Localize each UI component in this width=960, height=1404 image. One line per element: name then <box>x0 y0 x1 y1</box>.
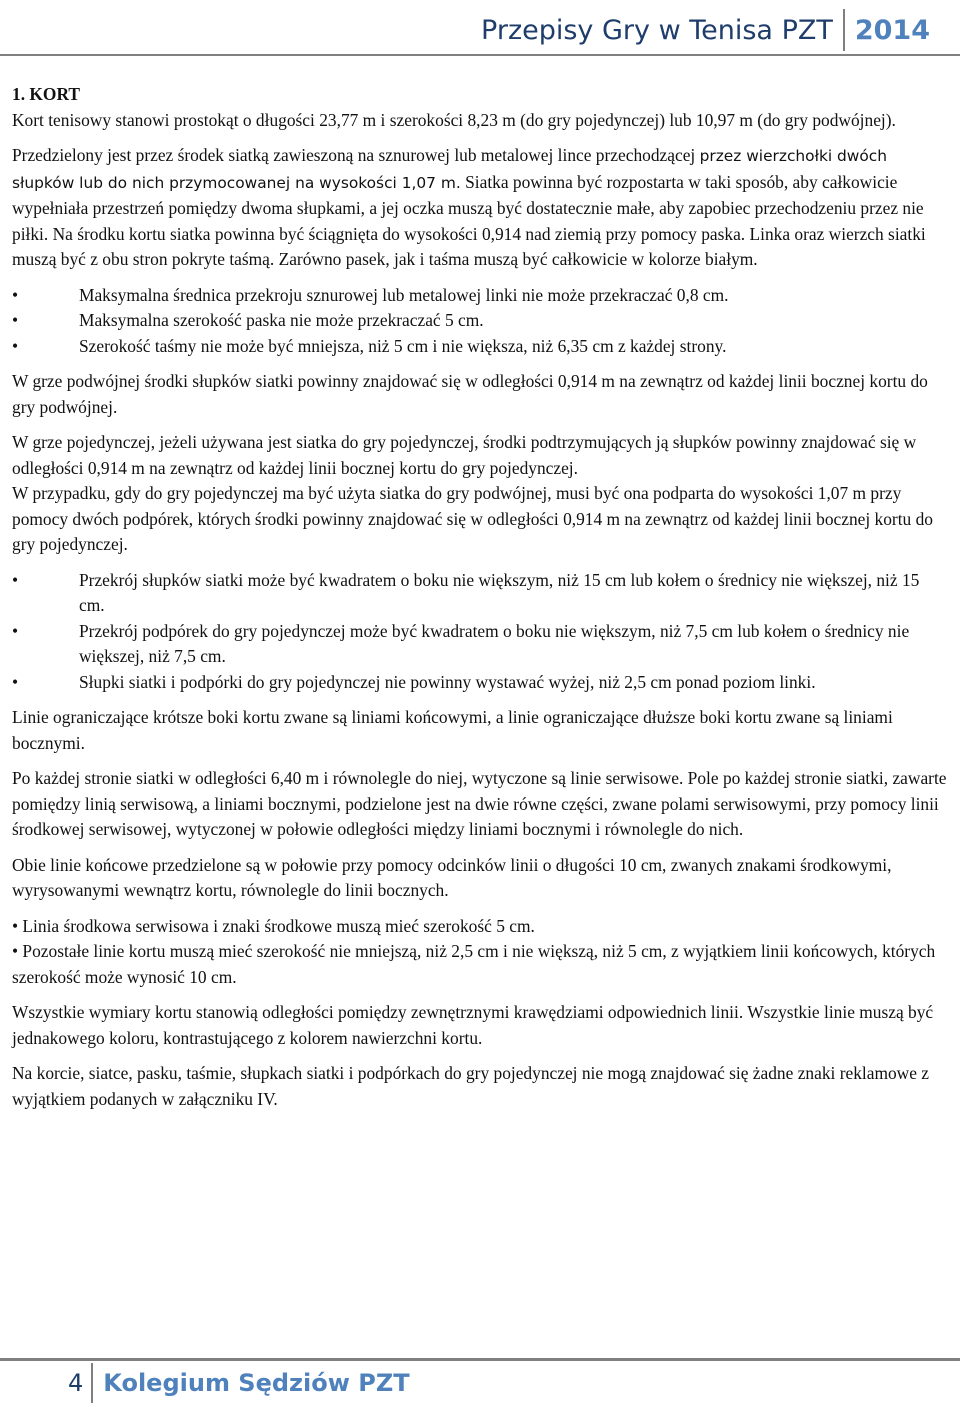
list-item: • Słupki siatki i podpórki do gry pojedynczej nie powinny wystawać wyżej, niż 2,5 cm ponad poziom linki. <box>12 670 947 696</box>
bullet-icon: • <box>12 620 19 641</box>
page-footer <box>68 1362 410 1404</box>
bullet-icon: • <box>12 310 19 330</box>
header-rule <box>0 54 960 56</box>
paragraph-line-width-1: • Linia środkowa serwisowa i znaki środkowe muszą mieć szerokość 5 cm. <box>12 915 535 936</box>
bullet-icon: • <box>12 671 19 692</box>
paragraph-advertising: Na korcie, siatce, pasku, taśmie, słupkach siatki i podpórkach do gry pojedynczej nie mogą znajdować się żadne znaki reklamowe z wyjątkiem podanych w załączniku IV. <box>12 1063 930 1109</box>
paragraph-net-part3: Siatka powinna być rozpostarta w taki sposób, aby całkowicie wypełniała przestrzeń pomiędzy dwoma słupkami, a jej oczka muszą być dostatecznie małe, aby zapobiec przechodzeniu przez nie piłki. Na środku kortu siatka powinna być ściągnięta do wysokości 0,914 nad ziemią przy pomocy paska. Linka oraz wierzch siatki muszą być z obu stron pokryte taśmą. Zarówno pasek, jak i taśma muszą być całkowicie w kolorze białym. <box>12 171 926 269</box>
paragraph-doubles-posts: W grze podwójnej środki słupków siatki powinny znajdować się w odległości 0,914 m na zewnątrz od każdej linii bocznej kortu do gry podwójnej. <box>12 371 928 417</box>
page-content <box>12 82 947 1112</box>
net-specs-list <box>12 283 947 360</box>
paragraph-net-part2: przez wierzchołki dwóch słupków lub do nich przymocowanej na wysokości 1,07 m. <box>12 147 888 192</box>
list-item: • Przekrój słupków siatki może być kwadratem o boku nie większym, niż 15 cm lub kołem o średnicy nie większej, niż 15 cm. <box>12 569 920 615</box>
paragraph-measurements: Wszystkie wymiary kortu stanowią odległości pomiędzy zewnętrznymi krawędziami odpowiednich linii. Wszystkie linie muszą być jednakowego koloru, kontrastującego z kolorem nawierzchni kortu. <box>12 1002 934 1048</box>
paragraph-net <box>12 143 947 273</box>
footer-text: Kolegium Sędziów PZT <box>103 1369 410 1397</box>
paragraph-line-width-2: • Pozostałe linie kortu muszą mieć szerokość nie mniejszą, niż 2,5 cm i nie większą, niż 5 cm, z wyjątkiem linii końcowych, których szerokość może wynosić 10 cm. <box>12 941 936 987</box>
paragraph-center-marks: Obie linie końcowe przedzielone są w połowie przy pomocy odcinków linii o długości 10 cm, zwanych znakami środkowymi, wyrysowanymi wewnątrz kortu, równolegle do linii bocznych. <box>12 854 892 900</box>
paragraph-net-part1: Przedzielony jest przez środek siatką zawieszoną na sznurowej lub metalowej lince przechodzącej <box>12 145 700 165</box>
page-header <box>481 8 930 52</box>
footer-rule <box>0 1358 960 1361</box>
header-title: Przepisy Gry w Tenisa PZT <box>481 14 833 46</box>
list-item: • Maksymalna szerokość paska nie może przekraczać 5 cm. <box>12 308 947 334</box>
page-number: 4 <box>68 1369 84 1397</box>
bullet-icon: • <box>12 284 19 305</box>
header-year: 2014 <box>854 14 930 46</box>
bullet-icon: • <box>12 335 19 356</box>
paragraph-lines: Linie ograniczające krótsze boki kortu zwane są liniami końcowymi, a linie ograniczające dłuższe boki kortu zwane są liniami bocznymi. <box>12 707 893 753</box>
paragraph-singles-sticks: W przypadku, gdy do gry pojedynczej ma być użyta siatka do gry podwójnej, musi być ona podparta do wysokości 1,07 m przy pomocy dwóch podpórek, których środki powinny znajdować się w odległości 0,914 m na zewnątrz od każdej linii bocznej kortu do gry pojedynczej. <box>12 483 933 554</box>
list-item: • Szerokość taśmy nie może być mniejsza, niż 5 cm i nie większa, niż 6,35 cm z każdej strony. <box>12 334 947 360</box>
bullet-icon: • <box>12 569 19 590</box>
section-title: 1. KORT <box>12 84 80 104</box>
paragraph-service-lines: Po każdej stronie siatki w odległości 6,40 m i równolegle do niej, wytyczone są linie serwisowe. Pole po każdej stronie siatki, zawarte pomiędzy linią serwisową, a liniami bocznymi, podzielone jest na dwie równe części, zwane polami serwisowymi, przy pomocy linii środkowej serwisowej, wytyczonej w połowie odległości między liniami bocznymi i równolegle do nich. <box>12 768 947 839</box>
paragraph-court-dimensions: Kort tenisowy stanowi prostokąt o długości 23,77 m i szerokości 8,23 m (do gry pojedynczej) lub 10,97 m (do gry podwójnej). <box>12 109 896 130</box>
list-item: • Przekrój podpórek do gry pojedynczej może być kwadratem o boku nie większym, niż 7,5 cm lub kołem o średnicy nie większej, niż 7,5 cm. <box>12 620 910 666</box>
list-item: • Maksymalna średnica przekroju sznurowej lub metalowej linki nie może przekraczać 0,8 cm. <box>12 283 947 309</box>
post-specs-list <box>12 568 947 696</box>
paragraph-singles-posts: W grze pojedynczej, jeżeli używana jest siatka do gry pojedynczej, środki podtrzymujących ją słupków powinny znajdować się w odległości 0,914 m na zewnątrz od każdej linii bocznej kortu do gry pojedynczej. <box>12 432 917 478</box>
